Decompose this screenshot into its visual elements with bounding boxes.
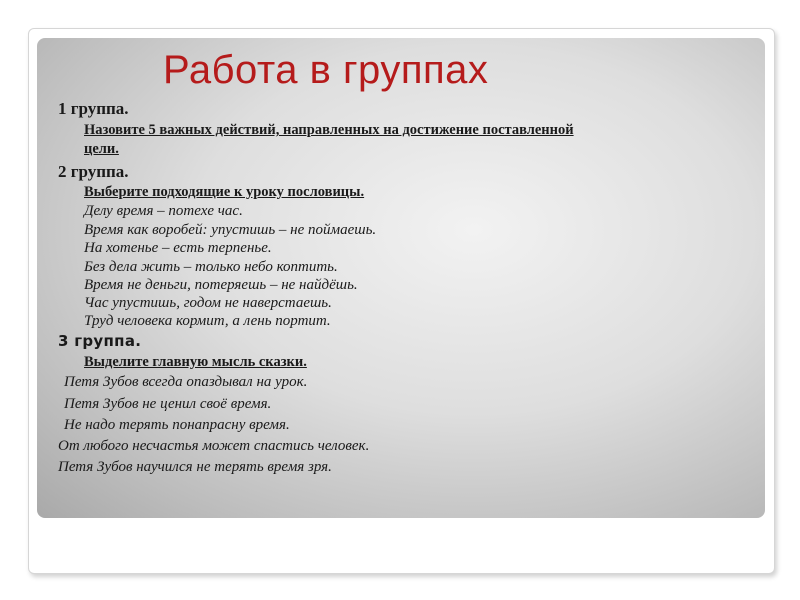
proverb-item: Час упустишь, годом не наверстаешь. xyxy=(84,295,332,311)
slide-title: Работа в группах xyxy=(163,48,489,92)
group2-heading: 2 группа. xyxy=(58,162,129,181)
proverb-item: Время не деньги, потеряешь – не найдёшь. xyxy=(84,277,358,293)
proverb-item: На хотенье – есть терпенье. xyxy=(84,240,272,256)
group1-heading: 1 группа. xyxy=(58,99,129,118)
option-item: Петя Зубов научился не терять время зря. xyxy=(58,459,332,475)
group3-task: Выделите главную мысль сказки. xyxy=(84,354,307,370)
option-item: Не надо терять понапрасну время. xyxy=(64,417,290,433)
option-item: От любого несчастья может спастись человек. xyxy=(58,438,370,454)
group1-task-line1: Назовите 5 важных действий, направленных на достижение поставленной xyxy=(84,122,574,138)
proverb-item: Делу время – потехе час. xyxy=(84,203,243,219)
option-item: Петя Зубов всегда опаздывал на урок. xyxy=(64,374,308,390)
group1-task-line2: цели. xyxy=(84,141,119,157)
option-item: Петя Зубов не ценил своё время. xyxy=(64,396,272,412)
proverb-item: Без дела жить – только небо коптить. xyxy=(84,259,338,275)
group2-task: Выберите подходящие к уроку пословицы. xyxy=(84,184,365,200)
group3-heading: 3 группа. xyxy=(58,332,142,350)
proverb-item: Труд человека кормит, а лень портит. xyxy=(84,313,331,329)
proverb-item: Время как воробей: упустишь – не поймаешь. xyxy=(84,222,377,238)
